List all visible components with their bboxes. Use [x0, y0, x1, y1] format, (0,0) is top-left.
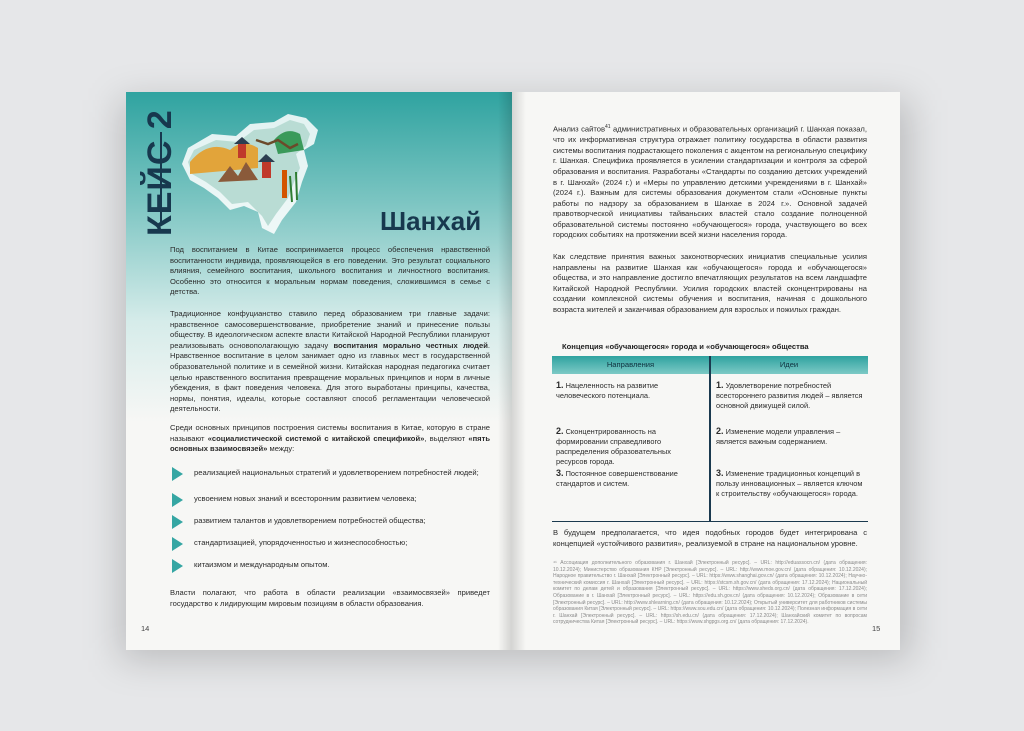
pagoda-1 — [238, 144, 246, 158]
left-paragraph-1: Под воспитанием в Китае воспринимается процесс обеспечения нравственной воспитанности индивида, проявляющейся в его поведении. Это результат социального влияния, семейного воспитания, школьного воспитания и личностного воспитания. Особенно это относится к моральным нормам поведения, сложившимся в семье с детства. — [170, 245, 490, 297]
table-divider — [709, 356, 711, 522]
triangle-bullet-icon — [172, 559, 183, 573]
left-paragraph-2: Традиционное конфуцианство ставило перед образованием три главные задачи: нравственное самосовершенствование, приобретение знаний и принесение пользы обществу. В идеологическом аспекте власти Китайской Народной Республики планируют реализовывать основополагающую задачу воспитания морально честных людей. Нравственное воспитание в целом занимает одно из главных мест в государственной образовательной политике и в семейной жизни. Китайская народная педагогика считает целью нравственного воспитания превращение моральных принципов и норм в личные убеждения, в факт поведения человека. Для этого выработаны принципы, качества, нормы, понятия, идеалы, которые составляют способ регламентации человеческой деятельности. — [170, 309, 491, 414]
list-item: усвоением новых знаний и всесторонним развитием человека; — [170, 493, 490, 513]
page-number-left: 14 — [141, 624, 150, 633]
left-paragraph-3: Среди основных принципов построения системы воспитания в Китае, которую в стране называют «социалистической системой с китайской спецификой», выделяют «пять основных взаимосвязей» между: — [170, 423, 490, 454]
tower — [282, 170, 287, 198]
page-number-right: 15 — [872, 624, 881, 633]
city-heading: Шанхай — [380, 206, 482, 236]
footnote: ⁴¹ Ассоциация дополнительного образования г. Шанхай [Электронный ресурс]. – URL: http://eduassocn.cn/ (дата обращения: 10.12.2024); Министерство образования КНР [Электронный ресурс]. – URL: http://www.moe.gov.cn/ (дата обращения: 10.12.2024); Народное правительство г. Шанхай [Электронный ресурс]. – URL: https://www.shanghai.gov.cn/ (дата обращения: 10.12.2024); Научно-технический комиссия г. Шанхай [Электронный ресурс]. – URL: https://stcsm.sh.gov.cn/ (дата обращения: 17.12.2024); Национальный комитет по делам детей и образования [Электронный ресурс]. – URL: https://www.sheds.org.cn/ (дата обращения: 17.12.2024); Образование в г. Шанхай [Электронный ресурс]. – URL: https://edu.sh.gov.cn/ (дата обращения: 10.12.2024); Образование в сети [Электронный ресурс]. – URL: http://www.shlearning.cn/ (дата обращения: 10.12.2024); Открытый университет для работников системы образования Китая [Электронный ресурс]. – URL: https://www.sou.edu.cn/ (дата обращения: 10.12.2024); Полезная информация в сети г. Шанхай [Электронный ресурс]. – URL: https://sh.edu.cn/ (дата обращения: 17.12.2024); Шанхайский комитет по вопросам сотрудничества Китая [Электронный ресурс]. – URL: https://www.shgpgs.org.cn/ (дата обращения: 17.12.2024). — [553, 560, 867, 626]
interconnections-list — [170, 467, 490, 581]
table-cell: 1. Нацеленность на развитие человеческого потенциала. — [556, 380, 659, 400]
list-item: стандартизацией, упорядоченностью и жизнеспособностью; — [170, 537, 490, 557]
table-header-directions: Направления — [606, 360, 655, 369]
table-bottom-border — [552, 521, 868, 522]
china-map-illustration — [178, 110, 328, 240]
table-cell: 3. Постоянное совершенствование стандартов и систем. — [556, 468, 678, 488]
list-item: китаизмом и международным опытом. — [170, 559, 490, 579]
right-paragraph-3: В будущем предполагается, что идея подобных городов будет интегрирована с концепцией «устойчивого развития», реализуемой в стране на национальном уровне. — [553, 528, 867, 548]
triangle-bullet-icon — [172, 515, 183, 529]
concept-table — [552, 356, 868, 522]
triangle-bullet-icon — [172, 493, 183, 507]
list-item: развитием талантов и удовлетворением потребностей общества; — [170, 515, 490, 535]
right-paragraph-1: Анализ сайтов$^{41}$ административных и образовательных организаций г. Шанхая показал, что их информативная структура отражает политику государства в области развития системы воспитания подрастающего поколения с акцентом на региональную специфику г. Шанхая. Специфика проявляется в усилении стандартизации и контроля за сферой образования и воспитания. Разработаны «Стандарты по созданию детских учреждений в г. Шанхай» (2024 г.) и «Меры по управлению детскими учреждениями в г. Шанхай» (2024 г.). Важным для системы образования документом стали «Основные пункты работы по надзору за образованием в Шанхае в 2024 г.». Основной задачей правотворческой инициативы тайваньских властей стало создание полноценной образовательной системы постоянно «обучающегося» города, участвующего во всех городских событиях на протяжении всей жизни населения города. — [553, 124, 867, 240]
triangle-bullet-icon — [172, 537, 183, 551]
table-cell: 1. Удовлетворение потребностей всестороннего развития людей – является основной движущей силой. — [716, 380, 863, 410]
table-header-ideas: Идеи — [779, 360, 799, 369]
right-paragraph-2: Как следствие принятия важных законотворческих инициатив специальные усилия направлены на развитие Шанхая как «обучающегося» города и «обучающегося» общества, и это направление достигло впечатляющих результатов на всем ландшафте Китайской Народной Республики. Усилия городских властей сконцентрированы на создании комплексной системы обучения и воспитания, начиная с дошкольного возраста жителей и заканчивая образованием для взрослых и пожилых граждан. — [553, 252, 867, 314]
table-cell: 2. Сконцентрированность на формировании справедливого распределения образовательных ресурсов города. — [556, 426, 671, 466]
triangle-bullet-icon — [172, 467, 183, 481]
table-title: Концепция «обучающегося» города и «обучающегося» общества — [562, 342, 809, 351]
list-item: реализацией национальных стратегий и удовлетворением потребностей людей; — [170, 467, 490, 491]
table-cell: 2. Изменение модели управления – является важным содержанием. — [716, 426, 841, 446]
left-paragraph-4: Власти полагают, что работа в области реализации «взаимосвязей» приведет государство к лидирующим мировым позициям в области образования. — [170, 588, 490, 608]
case-kicker: КЕЙС 2 — [141, 109, 179, 236]
pagoda-2 — [262, 162, 271, 178]
table-cell: 3. Изменение традиционных концепций в пользу инновационных – является ключом к строительству «обучающегося» города. — [716, 468, 863, 498]
